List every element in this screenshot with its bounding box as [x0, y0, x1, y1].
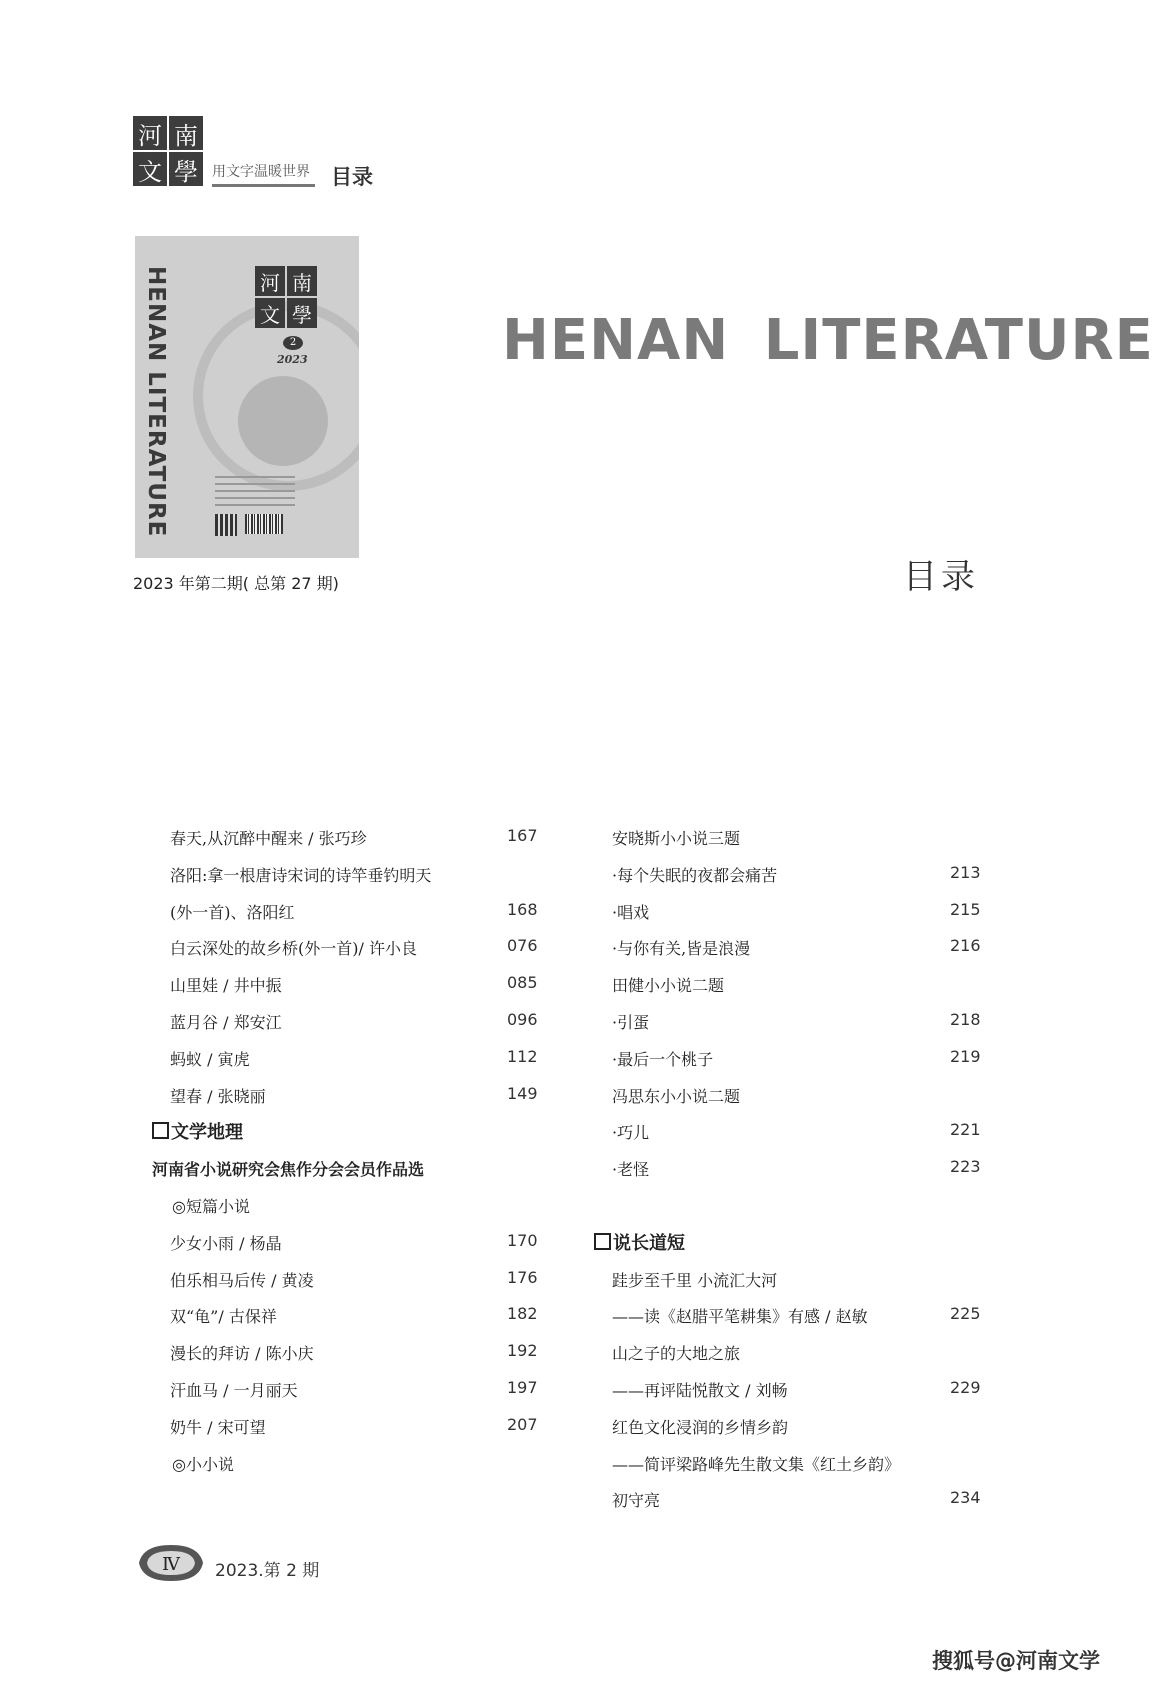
toc-section-heading	[152, 1118, 243, 1144]
toc-entry-title: 山之子的大地之旅	[612, 1344, 741, 1364]
toc-page-number: 170	[507, 1230, 538, 1250]
cover-fine-print	[215, 476, 295, 511]
cover-logo-char: 文	[255, 298, 285, 328]
toc-entry	[612, 1452, 900, 1475]
toc-entry	[612, 1341, 740, 1364]
toc-entry-title: 望春 / 张晓丽	[170, 1086, 266, 1106]
toc-page-number: 216	[950, 936, 981, 956]
toc-entry	[170, 1047, 250, 1070]
toc-entry-title: ◎短篇小说	[172, 1197, 250, 1216]
toc-page-number: 149	[507, 1083, 538, 1103]
toc-entry-title: ——简评梁路峰先生散文集《红土乡韵》	[612, 1454, 901, 1474]
toc-page-number: 207	[507, 1414, 538, 1434]
toc-entry-title: 白云深处的故乡桥(外一首)/ 许小良	[170, 939, 417, 959]
toc-entry-title: 漫长的拜访 / 陈小庆	[170, 1344, 314, 1364]
toc-entry	[170, 1304, 277, 1327]
toc-entry-title: ·老怪	[612, 1160, 650, 1180]
toc-entry	[170, 1268, 314, 1291]
toc-entry-title: 跬步至千里 小流汇大河	[612, 1270, 778, 1290]
toc-entry	[612, 1378, 788, 1401]
cover-logo-char: 河	[255, 266, 285, 296]
toc-entry	[170, 973, 282, 996]
toc-entry-title: 田健小小说二题	[612, 976, 725, 996]
section-box-icon	[594, 1233, 611, 1250]
toc-entry-title: 春天,从沉醉中醒来 / 张巧珍	[170, 829, 367, 848]
logo-char: 南	[169, 116, 203, 150]
toc-entry-title: 文学地理	[171, 1122, 243, 1144]
header-slogan: 用文字温暖世界	[212, 164, 310, 180]
cover-issue-number: 2	[283, 336, 303, 350]
logo-char: 河	[133, 116, 167, 150]
header-logo	[133, 116, 203, 186]
toc-entry	[170, 1231, 282, 1254]
toc-entry-title: ——再评陆悦散文 / 刘畅	[612, 1381, 788, 1400]
toc-page-number: 234	[950, 1488, 981, 1508]
toc-page-number: 219	[950, 1046, 981, 1066]
toc-entry-title: ·唱戏	[612, 902, 650, 922]
toc-entry	[612, 1047, 713, 1070]
toc-entry-title: ——读《赵腊平笔耕集》有感 / 赵敏	[612, 1307, 868, 1327]
toc-entry-title: 少女小雨 / 杨晶	[170, 1233, 282, 1253]
cover-dragon-emblem	[238, 376, 328, 466]
page-badge	[133, 1541, 209, 1585]
toc-entry	[612, 1304, 868, 1327]
toc-entry-title: 汗血马 / 一月丽天	[170, 1381, 298, 1400]
toc-entry-title: 洛阳:拿一根唐诗宋词的诗竿垂钓明天	[170, 865, 432, 885]
section-box-icon	[152, 1122, 169, 1139]
toc-entry-title: 蓝月谷 / 郑安江	[170, 1013, 282, 1032]
toc-entry-title: 双“龟”/ 古保祥	[170, 1307, 277, 1327]
toc-entry	[170, 1415, 266, 1438]
toc-entry-title: 初守亮	[612, 1491, 661, 1511]
toc-entry	[612, 863, 777, 886]
toc-page-number: 176	[507, 1267, 538, 1287]
toc-heading: 目录	[903, 557, 979, 597]
toc-page-number: 213	[950, 862, 981, 882]
toc-entry	[170, 1378, 298, 1401]
toc-entry-title: 伯乐相马后传 / 黄凌	[170, 1270, 314, 1290]
toc-entry	[612, 1415, 788, 1438]
toc-entry	[170, 936, 417, 959]
toc-entry	[612, 973, 724, 996]
toc-entry	[612, 1268, 777, 1291]
cover-year: 2023	[277, 353, 308, 366]
toc-page-number: 112	[507, 1046, 538, 1066]
toc-entry-title: 红色文化浸润的乡情乡韵	[612, 1417, 789, 1437]
logo-char: 學	[169, 152, 203, 186]
toc-page-number: 221	[950, 1120, 981, 1140]
toc-entry	[170, 1010, 282, 1033]
toc-entry-title: 奶牛 / 宋可望	[170, 1417, 266, 1437]
toc-entry	[170, 826, 367, 849]
toc-entry-title: 安晓斯小小说三题	[612, 829, 741, 848]
toc-entry-title: 说长道短	[613, 1232, 685, 1254]
cover-logo-char: 南	[287, 266, 317, 296]
toc-page-number: 168	[507, 899, 538, 919]
toc-page-number: 197	[507, 1378, 538, 1397]
toc-entry-title: ◎小小说	[172, 1454, 234, 1474]
toc-entry	[612, 1010, 649, 1033]
cover-qr-code	[215, 514, 237, 536]
toc-entry	[612, 936, 750, 959]
slogan-underline	[212, 184, 315, 187]
cover-logo	[255, 266, 317, 328]
toc-entry	[170, 863, 431, 886]
header-title: 目录	[331, 165, 373, 189]
toc-page-number: 096	[507, 1010, 538, 1029]
toc-entry-title: ·引蛋	[612, 1013, 650, 1032]
toc-entry-title: 冯思东小小说二题	[612, 1086, 741, 1106]
toc-entry	[152, 1157, 424, 1180]
toc-entry	[170, 900, 295, 923]
toc-entry	[170, 1341, 314, 1364]
toc-entry	[612, 1120, 649, 1143]
toc-entry-title: ·与你有关,皆是浪漫	[612, 939, 751, 959]
toc-entry-title: 蚂蚁 / 寅虎	[170, 1049, 250, 1069]
magazine-cover-image	[135, 236, 359, 558]
cover-vertical-title: HENAN LITERATURE	[143, 266, 169, 538]
english-title: HENAN LITERATURE	[502, 308, 1154, 373]
toc-entry-title: 河南省小说研究会焦作分会会员作品选	[152, 1160, 425, 1180]
toc-entry-title: (外一首)、洛阳红	[170, 902, 295, 922]
toc-entry	[612, 1488, 660, 1511]
toc-page-number: 076	[507, 936, 538, 956]
toc-page-number: 182	[507, 1304, 538, 1324]
toc-entry-title: ·每个失眠的夜都会痛苦	[612, 865, 778, 885]
page-roman-numeral: Ⅳ	[162, 1554, 180, 1575]
cover-barcode	[245, 514, 283, 534]
toc-page-number: 229	[950, 1378, 981, 1397]
toc-page-number: 192	[507, 1341, 538, 1361]
source-watermark: 搜狐号@河南文学	[932, 1649, 1100, 1673]
toc-entry	[612, 1084, 740, 1107]
toc-page-number: 167	[507, 826, 538, 845]
toc-entry-title: ·最后一个桃子	[612, 1049, 714, 1069]
toc-entry	[612, 826, 740, 849]
toc-entry	[170, 1084, 266, 1107]
toc-entry-title: ·巧儿	[612, 1123, 650, 1143]
toc-page-number: 085	[507, 973, 538, 993]
toc-page-number: 215	[950, 899, 981, 919]
logo-char: 文	[133, 152, 167, 186]
toc-page-number: 225	[950, 1304, 981, 1324]
toc-page-number: 218	[950, 1010, 981, 1029]
cover-logo-char: 學	[287, 298, 317, 328]
toc-section-heading	[594, 1229, 685, 1255]
toc-entry-title: 山里娃 / 井中振	[170, 976, 282, 996]
toc-entry	[612, 1157, 649, 1180]
toc-page-number: 223	[950, 1157, 981, 1177]
toc-entry	[172, 1194, 250, 1217]
toc-entry	[612, 900, 649, 923]
toc-entry	[172, 1452, 234, 1475]
footer-issue: 2023.第 2 期	[215, 1561, 320, 1581]
issue-line: 2023 年第二期( 总第 27 期)	[133, 574, 339, 593]
